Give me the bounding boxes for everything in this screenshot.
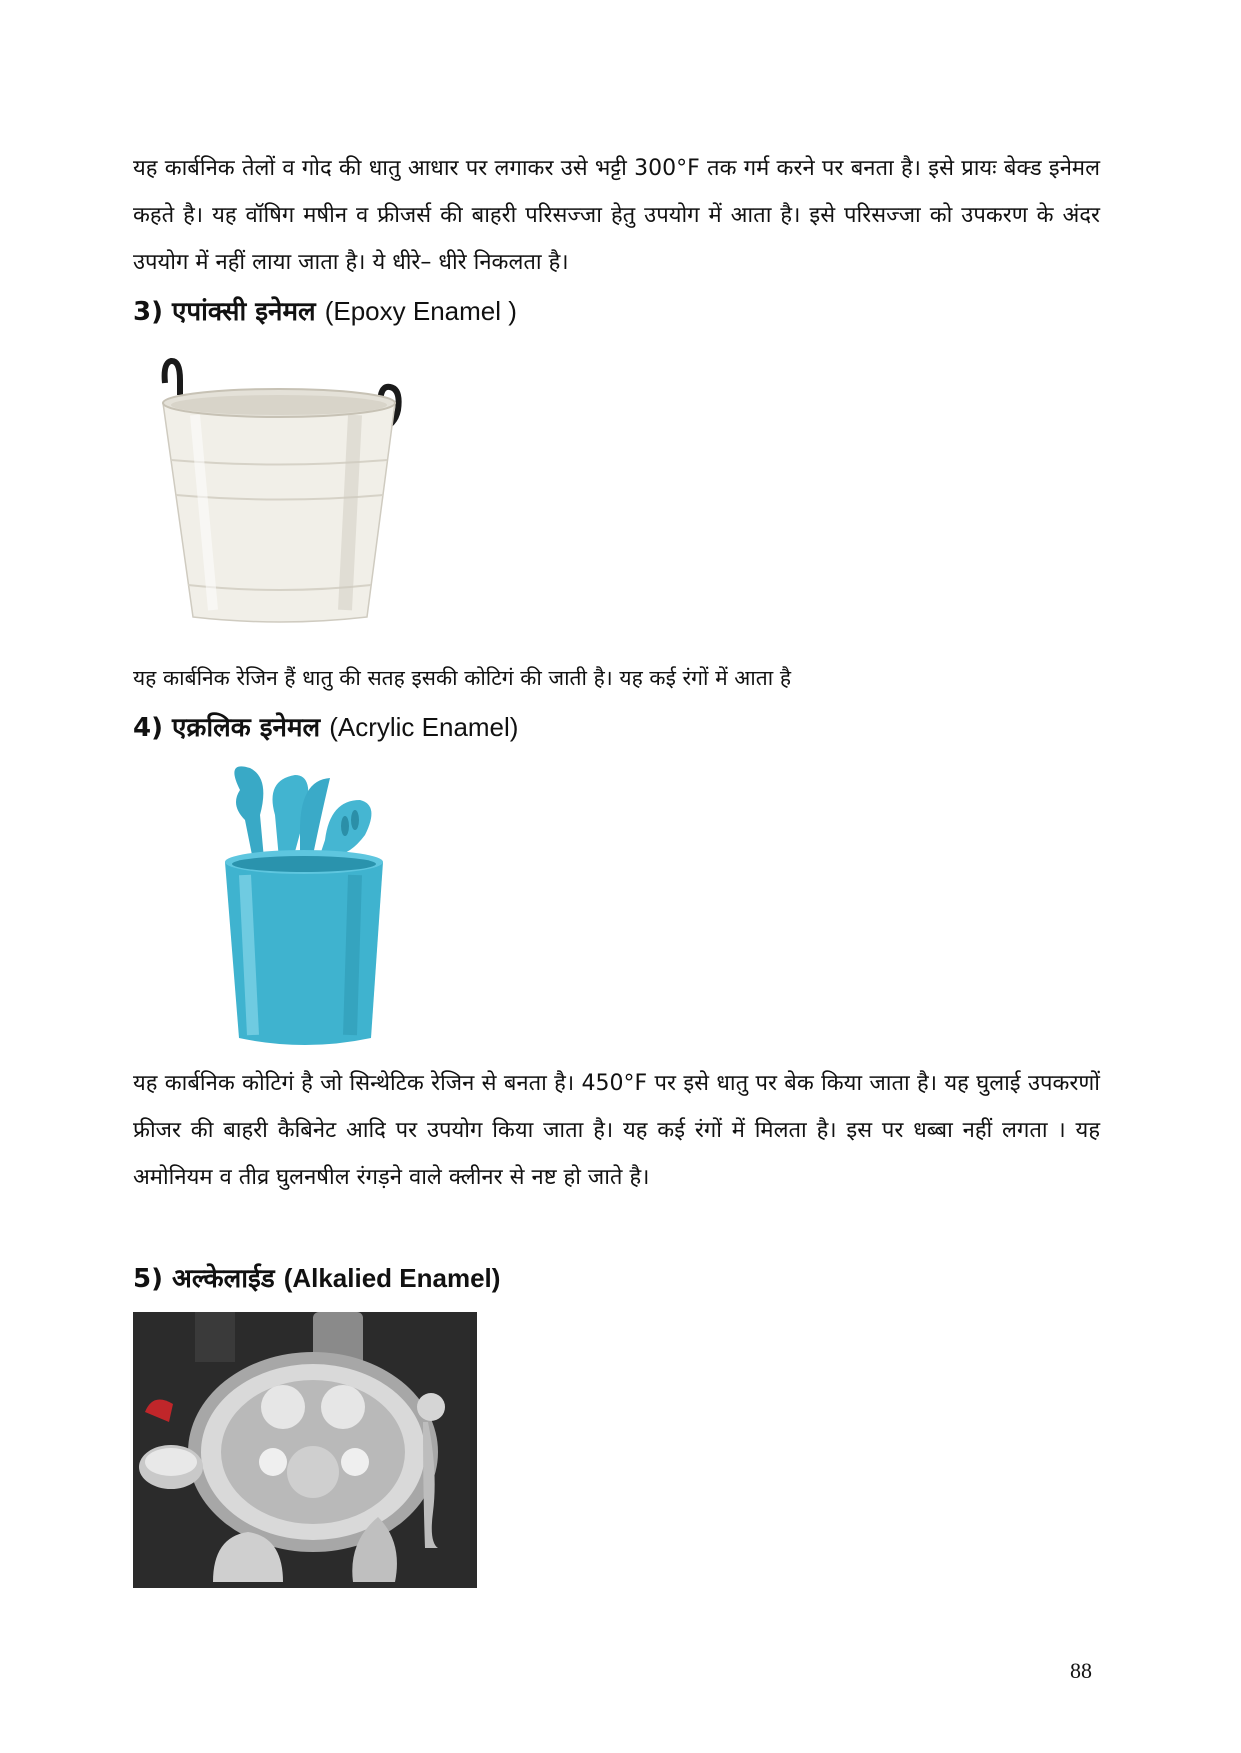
heading-epoxy-enamel (133, 292, 517, 328)
paragraph-epoxy: यह कार्बनिक रेजिन हैं धातु की सतह इसकी कोटिगं की जाती है। यह कई रंगों में आता है (133, 666, 792, 690)
heading-epoxy-hindi: 3) एपांक्सी इनेमल (133, 297, 316, 327)
heading-acrylic-english: (Acrylic Enamel) (329, 712, 519, 742)
page-number: 88 (1070, 1658, 1092, 1683)
heading-alkalied-enamel (133, 1259, 500, 1295)
heading-alkalied-english: (Alkalied Enamel) (283, 1263, 501, 1293)
heading-acrylic-enamel (133, 708, 518, 744)
heading-acrylic-hindi: 4) एक्रलिक इनेमल (133, 713, 321, 743)
alkalied-steel-utensils-image (133, 1312, 477, 1588)
acrylic-utensil-holder-image (205, 760, 405, 1052)
paragraph-acrylic: यह कार्बनिक कोटिगं है जो सिन्थेटिक रेजिन से बनता है। 450°F पर इसे धातु पर बेक किया जाता है। यह घुलाई उपकरणों फ्रीजर की बाहरी कैबिनेट आदि पर उपयोग किया जाता है। यह कई रंगों में मिलता है। इस पर धब्बा नहीं लगता । यह अमोनियम व तीव्र घुलनषील रंगड़ने वाले क्लीनर से नष्ट हो जाते है। (133, 1071, 1100, 1190)
heading-alkalied-hindi: 5) अल्केलाईड (133, 1264, 275, 1294)
heading-epoxy-english: (Epoxy Enamel ) (324, 296, 517, 326)
paragraph-baked-enamel: यह कार्बनिक तेलों व गोद की धातु आधार पर लगाकर उसे भट्टी 300°F तक गर्म करने पर बनता है। इसे प्रायः बेक्ड इनेमल कहते है। यह वॉषिग मषीन व फ्रीजर्स की बाहरी परिसज्जा हेतु उपयोग में आता है। इसे परिसज्जा को उपकरण के अंदर उपयोग में नहीं लाया जाता है। ये धीरे– धीरे निकलता है। (133, 156, 1100, 275)
epoxy-bucket-image (155, 355, 410, 630)
